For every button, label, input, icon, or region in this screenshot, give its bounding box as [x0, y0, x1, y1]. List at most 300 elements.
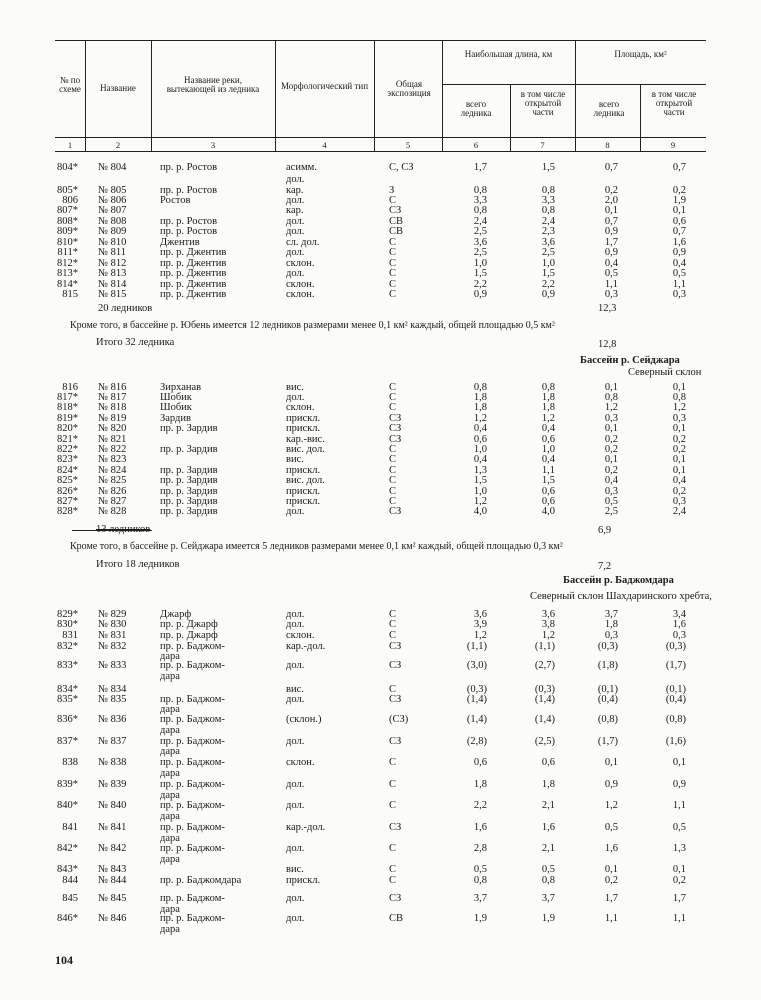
- table-cell: Шобик: [160, 402, 192, 413]
- table-cell: № 832: [98, 641, 127, 652]
- table-cell: 813*: [57, 268, 78, 279]
- table-cell: пр. р. Баджом-: [160, 913, 225, 924]
- table-cell: дол.: [286, 216, 305, 227]
- table-cell: 0,1: [604, 423, 618, 434]
- table-cell: (1,8): [597, 660, 618, 671]
- table-cell: склон.: [286, 757, 315, 768]
- table-cell: С: [389, 268, 397, 279]
- table-cell: № 828: [98, 506, 127, 517]
- table-cell: (1,4): [466, 714, 487, 725]
- table-cell: 0,3: [604, 630, 618, 641]
- table-cell: 0,5: [604, 268, 618, 279]
- table-cell: 1,1: [672, 913, 686, 924]
- table-cell: 822*: [57, 444, 78, 455]
- table-cell: 2,4: [541, 216, 555, 227]
- table-cell: 2,5: [473, 226, 487, 237]
- table-cell: № 840: [98, 800, 127, 811]
- table-cell: 1,3: [473, 465, 487, 476]
- table-cell: № 810: [98, 237, 127, 248]
- table-cell: 3,4: [672, 609, 686, 620]
- table-cell: 0,2: [672, 486, 686, 497]
- table-cell: Зардив: [160, 413, 191, 424]
- table-cell: 0,6: [541, 434, 555, 445]
- table-cell: 845: [62, 893, 78, 904]
- table-cell: 1,6: [672, 619, 686, 630]
- header-col-name: Название: [100, 83, 136, 93]
- table-cell: 838: [62, 757, 78, 768]
- table-cell: (0,3): [466, 684, 487, 695]
- table-cell: № 842: [98, 843, 127, 854]
- table-cell: 1,9: [672, 195, 686, 206]
- table-cell: 1,2: [473, 630, 487, 641]
- table-cell: 2,1: [541, 843, 555, 854]
- table-cell: 839*: [57, 779, 78, 790]
- table-cell: 821*: [57, 434, 78, 445]
- table-cell: 0,1: [604, 205, 618, 216]
- table-cell: (1,4): [534, 694, 555, 705]
- table-cell: склон.: [286, 630, 315, 641]
- table-cell: С: [389, 609, 397, 620]
- table-cell: 0,2: [672, 434, 686, 445]
- table-cell: 1,1: [672, 800, 686, 811]
- table-cell: прискл.: [286, 875, 321, 886]
- table-cell: № 812: [98, 258, 127, 269]
- table-cell: дол.: [286, 779, 305, 790]
- table-cell: С: [389, 875, 397, 886]
- table-cell: пр. р. Баджом-: [160, 822, 225, 833]
- table-cell: 3,7: [541, 893, 555, 904]
- table-cell: пр. р. Баджом-: [160, 800, 225, 811]
- table-cell: дол.: [286, 843, 305, 854]
- table-cell: пр. р. Баджом-: [160, 694, 225, 705]
- table-cell: № 807: [98, 205, 127, 216]
- table-cell: 1,5: [541, 268, 555, 279]
- table-cell: 1,2: [541, 413, 555, 424]
- table-row: [0, 619, 761, 630]
- table-cell: асимм.: [286, 162, 317, 173]
- table-cell: № 809: [98, 226, 127, 237]
- table-cell: С: [389, 258, 397, 269]
- table-cell: 2,2: [541, 279, 555, 290]
- basin-title: Бассейн р. Баджомдара: [563, 575, 674, 586]
- table-cell: дол.: [286, 660, 305, 671]
- table-cell: 810*: [57, 237, 78, 248]
- table-cell: 4,0: [473, 506, 487, 517]
- table-cell: дара: [160, 924, 180, 935]
- table-cell: 0,7: [672, 162, 686, 173]
- table-cell: вис.: [286, 864, 304, 875]
- table-cell: Шобик: [160, 392, 192, 403]
- table-cell: кар.-вис.: [286, 434, 325, 445]
- table-cell: прискл.: [286, 413, 321, 424]
- table-cell: № 811: [98, 247, 127, 258]
- table-cell: С: [389, 454, 397, 465]
- header-col-river: Название реки, вытекающей из ледника: [166, 75, 260, 94]
- table-cell: 832*: [57, 641, 78, 652]
- table-cell: № 824: [98, 465, 127, 476]
- summary-count: 13 ледников: [96, 524, 151, 535]
- table-cell: 2,4: [473, 216, 487, 227]
- table-cell: № 829: [98, 609, 127, 620]
- column-number: 6: [473, 140, 479, 150]
- table-cell: 0,8: [473, 382, 487, 393]
- table-cell: С: [389, 486, 397, 497]
- table-row: [0, 893, 761, 904]
- table-cell: (1,4): [534, 714, 555, 725]
- basin-subtitle: Северный склон Шахдаринского хребта,: [530, 591, 712, 602]
- table-cell: С: [389, 279, 397, 290]
- table-cell: 0,3: [672, 413, 686, 424]
- table-cell: № 844: [98, 875, 127, 886]
- table-cell: дара: [160, 790, 180, 801]
- table-cell: 2,5: [473, 247, 487, 258]
- table-cell: 827*: [57, 496, 78, 507]
- table-cell: 1,8: [473, 392, 487, 403]
- table-cell: (2,8): [466, 736, 487, 747]
- table-cell: СЗ: [389, 423, 402, 434]
- table-cell: 837*: [57, 736, 78, 747]
- table-cell: (0,8): [597, 714, 618, 725]
- table-cell: 0,5: [541, 864, 555, 875]
- table-cell: № 804: [98, 162, 127, 173]
- table-row: [0, 630, 761, 641]
- table-cell: (склон.): [286, 714, 322, 725]
- table-cell: (0,1): [665, 684, 686, 695]
- table-cell: 829*: [57, 609, 78, 620]
- table-cell: прискл.: [286, 423, 321, 434]
- table-cell: С: [389, 465, 397, 476]
- table-cell: 0,8: [541, 205, 555, 216]
- table-cell: 0,1: [604, 382, 618, 393]
- table-cell: дол.: [286, 174, 305, 185]
- table-cell: 0,9: [672, 247, 686, 258]
- table-cell: 0,4: [473, 423, 487, 434]
- table-cell: 0,5: [604, 496, 618, 507]
- table-cell: 844: [62, 875, 78, 886]
- table-cell: С: [389, 779, 397, 790]
- table-cell: С: [389, 757, 397, 768]
- table-cell: С: [389, 496, 397, 507]
- table-row: [0, 811, 761, 822]
- table-cell: 3,6: [541, 609, 555, 620]
- table-cell: 1,9: [473, 913, 487, 924]
- table-row: [0, 875, 761, 886]
- table-cell: С: [389, 864, 397, 875]
- table-cell: 1,8: [541, 392, 555, 403]
- table-cell: 0,3: [604, 289, 618, 300]
- table-row: [0, 822, 761, 833]
- table-row: [0, 205, 761, 216]
- table-cell: 1,2: [604, 800, 618, 811]
- table-cell: 0,4: [541, 454, 555, 465]
- summary-area: 12,3: [598, 303, 617, 314]
- table-cell: пр. р. Джентив: [160, 268, 227, 279]
- table-cell: прискл.: [286, 496, 321, 507]
- page-number: 104: [55, 953, 73, 967]
- table-cell: пр. р. Зардив: [160, 486, 218, 497]
- table-cell: С: [389, 630, 397, 641]
- table-cell: 1,0: [473, 486, 487, 497]
- table-cell: 830*: [57, 619, 78, 630]
- table-cell: 1,2: [473, 496, 487, 507]
- table-cell: (0,1): [597, 684, 618, 695]
- table-cell: 1,1: [541, 465, 555, 476]
- table-cell: № 830: [98, 619, 127, 630]
- table-cell: 0,3: [604, 486, 618, 497]
- table-cell: 0,2: [604, 434, 618, 445]
- table-row: [0, 913, 761, 924]
- table-cell: дол.: [286, 736, 305, 747]
- table-cell: (1,7): [665, 660, 686, 671]
- table-cell: кар.: [286, 185, 304, 196]
- table-cell: 0,3: [672, 289, 686, 300]
- table-cell: Зирханав: [160, 382, 202, 393]
- table-cell: (1,7): [597, 736, 618, 747]
- table-cell: 1,2: [604, 402, 618, 413]
- table-cell: дара: [160, 651, 180, 662]
- table-cell: 0,1: [672, 454, 686, 465]
- table-cell: 2,2: [473, 279, 487, 290]
- table-row: [0, 247, 761, 258]
- table-cell: пр. р. Ростов: [160, 185, 218, 196]
- table-cell: пр. р. Джентив: [160, 247, 227, 258]
- table-cell: 1,8: [604, 619, 618, 630]
- table-cell: 1,7: [473, 162, 487, 173]
- summary-total-area: 7,2: [598, 561, 612, 572]
- table-cell: СЗ: [389, 893, 402, 904]
- table-cell: 1,7: [604, 893, 618, 904]
- table-cell: дара: [160, 746, 180, 757]
- table-cell: дол.: [286, 619, 305, 630]
- table-cell: 805*: [57, 185, 78, 196]
- table-cell: 0,4: [672, 475, 686, 486]
- table-cell: 1,1: [672, 279, 686, 290]
- table-cell: № 838: [98, 757, 127, 768]
- table-cell: склон.: [286, 289, 315, 300]
- table-row: [0, 454, 761, 465]
- table-cell: 3,8: [541, 619, 555, 630]
- table-cell: 0,9: [473, 289, 487, 300]
- table-cell: 2,1: [541, 800, 555, 811]
- table-cell: (0,4): [665, 694, 686, 705]
- table-cell: пр. р. Зардив: [160, 506, 218, 517]
- table-cell: дара: [160, 854, 180, 865]
- table-cell: 0,6: [541, 486, 555, 497]
- table-cell: С: [389, 843, 397, 854]
- table-cell: 2,4: [672, 506, 686, 517]
- table-cell: 0,9: [541, 289, 555, 300]
- header-col-area-total: всего ледника: [593, 99, 625, 118]
- table-row: [0, 289, 761, 300]
- table-cell: С: [389, 392, 397, 403]
- table-row: [0, 174, 761, 185]
- table-cell: 2,0: [604, 195, 618, 206]
- table-cell: С: [389, 247, 397, 258]
- table-cell: 824*: [57, 465, 78, 476]
- table-cell: дара: [160, 833, 180, 844]
- table-cell: № 821: [98, 434, 127, 445]
- table-cell: 0,2: [672, 185, 686, 196]
- table-cell: 807*: [57, 205, 78, 216]
- table-cell: пр. р. Баджом-: [160, 757, 225, 768]
- table-cell: № 817: [98, 392, 127, 403]
- column-number: 4: [322, 140, 327, 150]
- table-cell: 1,6: [604, 843, 618, 854]
- table-cell: 840*: [57, 800, 78, 811]
- table-cell: 0,7: [604, 216, 618, 227]
- table-cell: С: [389, 382, 397, 393]
- table-cell: № 820: [98, 423, 127, 434]
- table-cell: 3,3: [473, 195, 487, 206]
- table-cell: 0,2: [604, 465, 618, 476]
- table-cell: 0,1: [672, 757, 686, 768]
- table-cell: 0,5: [672, 268, 686, 279]
- table-cell: С: [389, 289, 397, 300]
- table-cell: пр. р. Баджом-: [160, 714, 225, 725]
- table-cell: 0,7: [604, 162, 618, 173]
- table-cell: вис.: [286, 454, 304, 465]
- table-cell: сл. дол.: [286, 237, 320, 248]
- table-cell: 0,1: [672, 864, 686, 875]
- table-cell: 2,8: [473, 843, 487, 854]
- table-cell: 2,3: [541, 226, 555, 237]
- table-row: [0, 162, 761, 173]
- table-cell: № 836: [98, 714, 127, 725]
- table-cell: СВ: [389, 226, 404, 237]
- table-cell: С: [389, 475, 397, 486]
- table-cell: Ростов: [160, 195, 191, 206]
- table-cell: № 805: [98, 185, 127, 196]
- table-cell: 0,6: [473, 757, 487, 768]
- table-cell: 1,8: [473, 779, 487, 790]
- table-cell: (1,1): [466, 641, 487, 652]
- table-cell: пр. р. Баджом-: [160, 641, 225, 652]
- table-cell: 1,5: [541, 162, 555, 173]
- table-cell: пр. р. Баджом-: [160, 779, 225, 790]
- basin-title: Бассейн р. Сейджара: [580, 355, 680, 366]
- table-cell: 1,8: [473, 402, 487, 413]
- table-cell: 3,6: [473, 237, 487, 248]
- table-cell: № 827: [98, 496, 127, 507]
- table-cell: 0,8: [541, 382, 555, 393]
- table-cell: пр. р. Баджом-: [160, 736, 225, 747]
- table-cell: 1,6: [473, 822, 487, 833]
- table-cell: 0,9: [604, 779, 618, 790]
- table-cell: пр. р. Джентив: [160, 279, 227, 290]
- table-cell: 2,5: [604, 506, 618, 517]
- table-cell: (0,3): [597, 641, 618, 652]
- table-cell: 841: [62, 822, 78, 833]
- table-cell: 0,2: [604, 875, 618, 886]
- table-cell: 828*: [57, 506, 78, 517]
- table-cell: 0,1: [672, 382, 686, 393]
- table-cell: пр. р. Баджом-: [160, 660, 225, 671]
- table-cell: дол.: [286, 226, 305, 237]
- table-header: [55, 40, 706, 153]
- table-row: [0, 475, 761, 486]
- table-cell: 0,3: [672, 496, 686, 507]
- table-cell: 843*: [57, 864, 78, 875]
- table-cell: С: [389, 684, 397, 695]
- table-cell: (1,6): [665, 736, 686, 747]
- table-cell: дол.: [286, 247, 305, 258]
- table-cell: (2,7): [534, 660, 555, 671]
- table-cell: 817*: [57, 392, 78, 403]
- table-row: [0, 779, 761, 790]
- table-cell: пр. р. Баджомдара: [160, 875, 242, 886]
- table-cell: № 839: [98, 779, 127, 790]
- header-area-group: Площадь, км²: [614, 49, 667, 59]
- table-cell: С: [389, 237, 397, 248]
- table-cell: дол.: [286, 800, 305, 811]
- table-cell: 0,1: [672, 423, 686, 434]
- table-cell: 0,2: [672, 444, 686, 455]
- table-cell: 808*: [57, 216, 78, 227]
- table-cell: 0,2: [604, 444, 618, 455]
- table-cell: 0,4: [473, 454, 487, 465]
- column-number: 8: [605, 140, 610, 150]
- table-row: [0, 800, 761, 811]
- table-cell: С: [389, 195, 397, 206]
- table-row: [0, 725, 761, 736]
- header-length-group: Наибольшая длина, км: [464, 49, 553, 59]
- table-cell: 0,2: [672, 875, 686, 886]
- table-cell: (0,8): [665, 714, 686, 725]
- table-cell: пр. р. Джентив: [160, 258, 227, 269]
- table-cell: 0,5: [473, 864, 487, 875]
- table-cell: дара: [160, 811, 180, 822]
- table-cell: 809*: [57, 226, 78, 237]
- table-row: [0, 714, 761, 725]
- table-cell: дара: [160, 904, 180, 915]
- table-cell: Джарф: [160, 609, 192, 620]
- table-cell: № 837: [98, 736, 127, 747]
- table-cell: (1,4): [466, 694, 487, 705]
- table-cell: 0,8: [541, 185, 555, 196]
- table-cell: 0,3: [672, 630, 686, 641]
- table-cell: № 822: [98, 444, 127, 455]
- table-cell: 1,5: [473, 268, 487, 279]
- table-cell: 835*: [57, 694, 78, 705]
- table-cell: 0,8: [541, 875, 555, 886]
- summary-count: 20 ледников: [98, 303, 153, 314]
- table-row: [0, 402, 761, 413]
- table-cell: № 819: [98, 413, 127, 424]
- table-cell: 1,6: [541, 822, 555, 833]
- table-cell: 834*: [57, 684, 78, 695]
- table-cell: пр. р. Ростов: [160, 216, 218, 227]
- table-cell: СЗ: [389, 736, 402, 747]
- table-cell: пр. р. Зардив: [160, 444, 218, 455]
- table-cell: 1,2: [541, 630, 555, 641]
- table-cell: 814*: [57, 279, 78, 290]
- table-cell: СЗ: [389, 205, 402, 216]
- table-cell: 0,4: [541, 423, 555, 434]
- table-row: [0, 924, 761, 935]
- table-cell: склон.: [286, 279, 315, 290]
- table-cell: пр. р. Ростов: [160, 162, 218, 173]
- table-cell: 3,6: [473, 609, 487, 620]
- table-row: [0, 746, 761, 757]
- table-cell: пр. р. Джарф: [160, 619, 218, 630]
- column-number: 5: [405, 140, 411, 150]
- table-cell: 1,2: [672, 402, 686, 413]
- table-cell: 0,4: [604, 258, 618, 269]
- table-cell: 0,1: [604, 864, 618, 875]
- table-cell: 842*: [57, 843, 78, 854]
- table-cell: 3,7: [473, 893, 487, 904]
- table-cell: 816: [62, 382, 78, 393]
